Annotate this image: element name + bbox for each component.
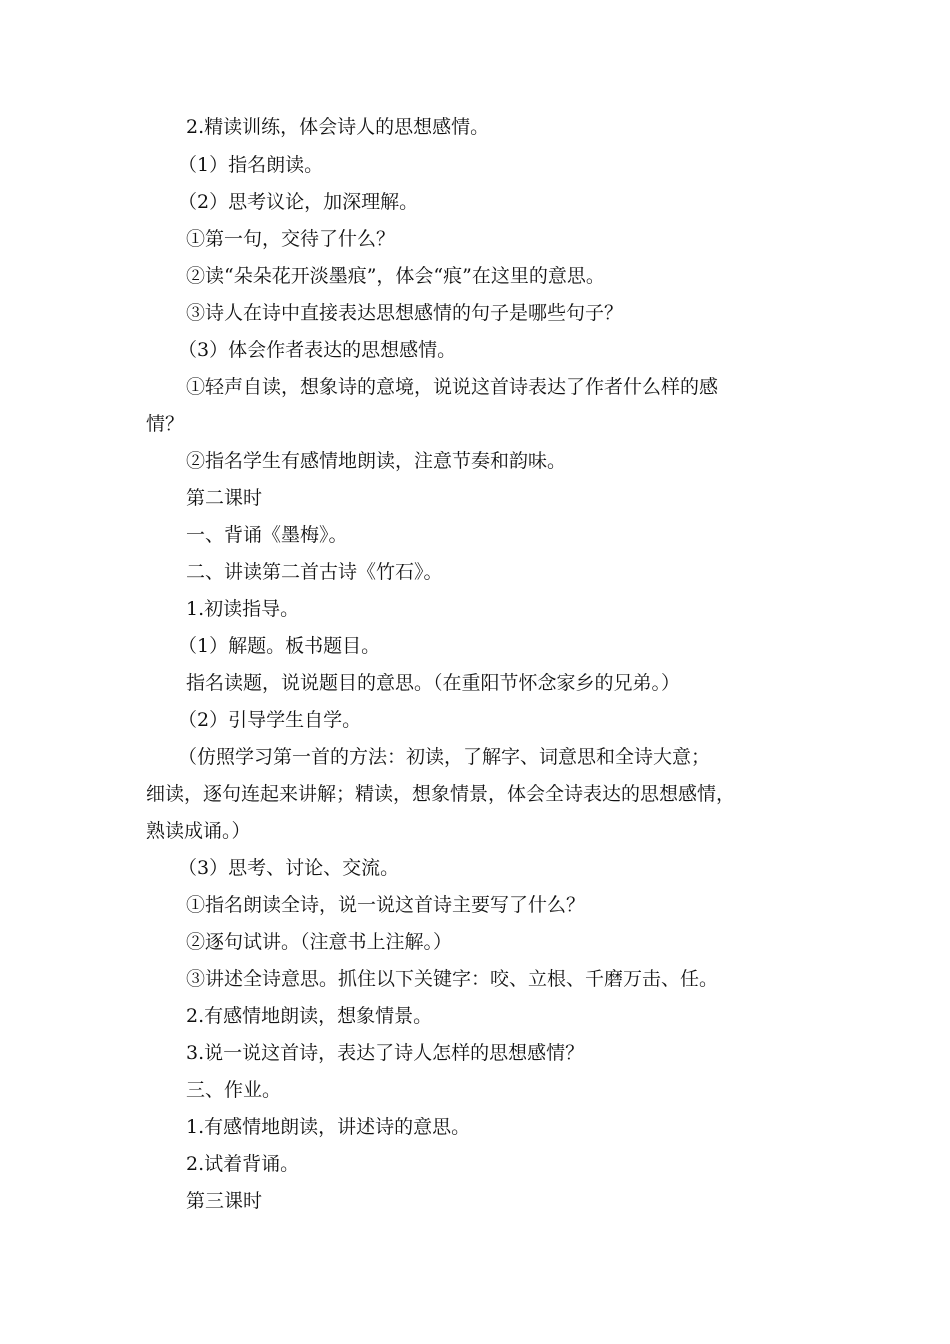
text-line: 2.有感情地朗读，想象情景。 [186,1005,433,1027]
text-line: ②逐句试讲。（注意书上注解。） [186,931,453,953]
text-line: （仿照学习第一首的方法：初读，了解字、词意思和全诗大意； [178,746,711,768]
text-line: （2）引导学生自学。 [178,709,362,731]
text-line: 3.说一说这首诗，表达了诗人怎样的思想感情？ [186,1042,585,1064]
text-line: ③讲述全诗意思。抓住以下关键字：咬、立根、千磨万击、任。 [186,968,719,990]
text-line: 1.初读指导。 [186,598,300,620]
text-line: ①第一句，交待了什么？ [186,228,396,250]
text-line: （1）指名朗读。 [178,154,324,176]
text-line: 情？ [146,413,185,435]
text-line: ①指名朗读全诗，说一说这首诗主要写了什么？ [186,894,586,916]
text-line: 2.试着背诵。 [186,1153,300,1175]
section-heading: 第三课时 [186,1190,263,1212]
text-line: 细读，逐句连起来讲解；精读，想象情景，体会全诗表达的思想感情， [146,783,736,805]
text-line: ②指名学生有感情地朗读，注意节奏和韵味。 [186,450,567,472]
text-line: ③诗人在诗中直接表达思想感情的句子是哪些句子？ [186,302,624,324]
text-line: 1.有感情地朗读，讲述诗的意思。 [186,1116,471,1138]
text-line: 一、背诵《墨梅》。 [186,524,348,546]
text-line: 2.精读训练，体会诗人的思想感情。 [186,116,490,138]
text-line: 指名读题，说说题目的意思。（在重阳节怀念家乡的兄弟。） [186,672,681,694]
text-line: 三、作业。 [186,1079,282,1101]
text-line: ②读“朵朵花开淡墨痕”，体会“痕”在这里的意思。 [186,265,605,287]
text-line: ①轻声自读，想象诗的意境，说说这首诗表达了作者什么样的感 [186,376,719,398]
text-line: 熟读成诵。） [146,820,251,842]
text-line: （2）思考议论，加深理解。 [178,191,419,213]
text-line: （3）思考、讨论、交流。 [178,857,400,879]
text-line: （3）体会作者表达的思想感情。 [178,339,457,361]
text-line: 二、讲读第二首古诗《竹石》。 [186,561,443,583]
section-heading: 第二课时 [186,487,263,509]
text-line: （1）解题。板书题目。 [178,635,381,657]
